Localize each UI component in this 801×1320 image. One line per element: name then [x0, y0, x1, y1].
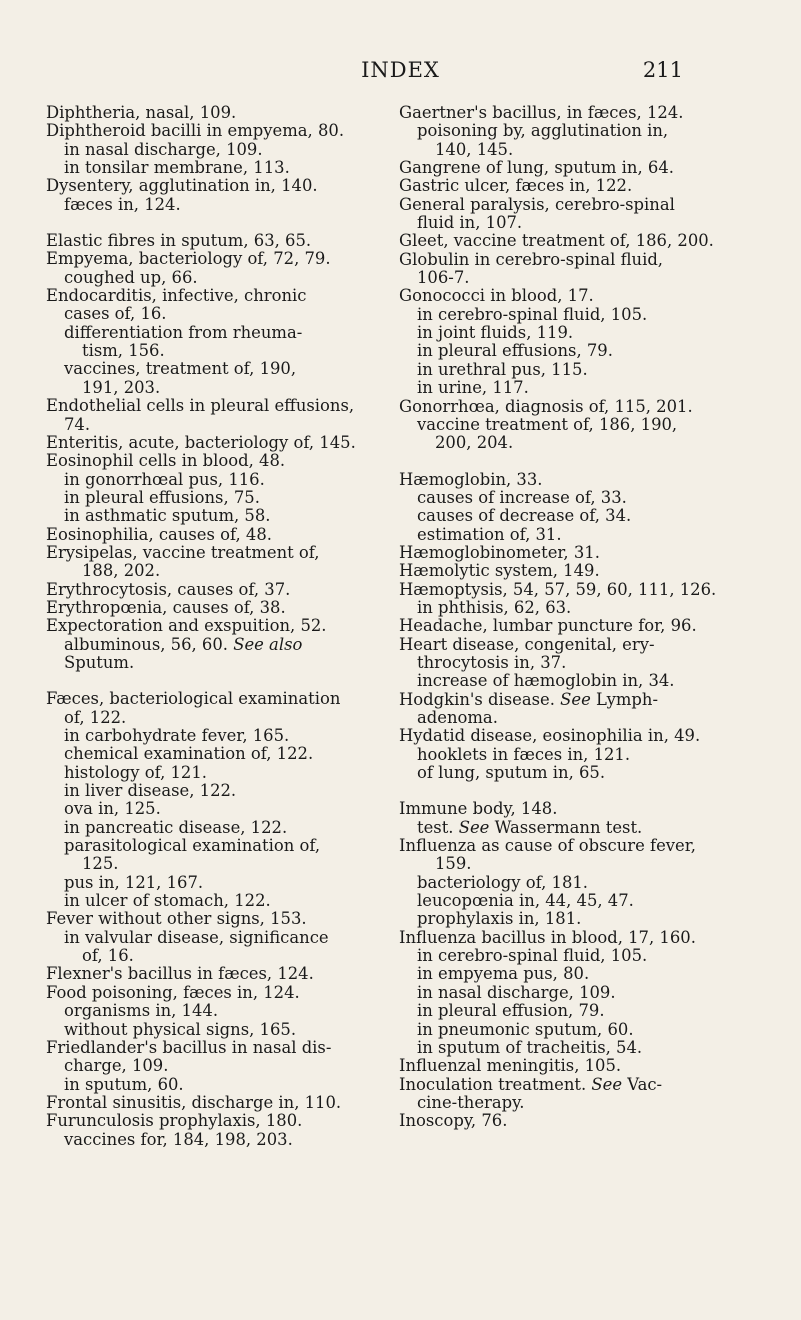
index-entry: Diphtheroid bacilli in empyema, 80. — [46, 121, 345, 141]
index-entry: Eosinophilia, causes of, 48. — [46, 524, 272, 544]
index-gap — [46, 672, 376, 690]
index-subentry: in urethral pus, 115. — [417, 359, 588, 379]
index-subentry: leucopœnia in, 44, 45, 47. — [417, 891, 634, 911]
index-subentry: vaccines for, 184, 198, 203. — [64, 1129, 293, 1149]
index-entry: Hæmoptysis, 54, 57, 59, 60, 111, 126. — [399, 579, 717, 599]
index-entry: Hydatid disease, eosinophilia in, 49. — [399, 726, 701, 746]
index-gap — [46, 214, 376, 232]
index-subentry: vaccines, treatment of, 190, — [64, 359, 297, 379]
index-subentry: histology of, 121. — [64, 762, 208, 782]
index-subentry: 125. — [82, 854, 119, 874]
index-subentry: adenoma. — [417, 708, 498, 727]
index-entry: Erythrocytosis, causes of, 37. — [46, 579, 291, 599]
index-subentry: charge, 109. — [64, 1056, 169, 1076]
index-entry: Inoculation treatment. See Vac- — [399, 1074, 663, 1094]
index-entry: Elastic fibres in sputum, 63, 65. — [46, 231, 312, 251]
index-entry: Eosinophil cells in blood, 48. — [46, 451, 286, 471]
index-subentry: causes of increase of, 33. — [417, 487, 627, 507]
index-subentry: 159. — [435, 854, 472, 874]
index-entry: Dysentery, agglutination in, 140. — [46, 176, 318, 196]
index-subentry: in nasal discharge, 109. — [417, 982, 616, 1002]
index-subentry: vaccine treatment of, 186, 190, — [417, 414, 678, 434]
index-subentry: in pleural effusion, 79. — [417, 1001, 605, 1021]
index-entry: Empyema, bacteriology of, 72, 79. — [46, 249, 331, 269]
index-subentry: cases of, 16. — [64, 304, 167, 324]
index-subentry: bacteriology of, 181. — [417, 872, 589, 892]
index-entry: Immune body, 148. — [399, 799, 558, 819]
index-subentry: albuminous, 56, 60. See also — [64, 634, 303, 654]
index-gap — [399, 453, 741, 471]
index-entry: Food poisoning, fæces in, 124. — [46, 982, 300, 1002]
index-subentry: 74. — [64, 414, 91, 434]
index-subentry: prophylaxis in, 181. — [417, 909, 582, 929]
index-entry: Inoscopy, 76. — [399, 1111, 508, 1131]
index-subentry: in nasal discharge, 109. — [64, 139, 263, 159]
index-subentry: hooklets in fæces in, 121. — [417, 744, 631, 764]
index-entry: Enteritis, acute, bacteriology of, 145. — [46, 432, 356, 452]
index-subentry: chemical examination of, 122. — [64, 744, 314, 764]
index-gap — [399, 782, 741, 800]
index-subentry: of, 122. — [64, 707, 127, 727]
index-entry: Gonorrhœa, diagnosis of, 115, 201. — [399, 396, 693, 416]
index-subentry: in asthmatic sputum, 58. — [64, 506, 271, 526]
index-subentry: in pancreatic disease, 122. — [64, 817, 288, 837]
index-column-right — [399, 104, 741, 1131]
index-subentry: Sputum. — [64, 652, 135, 672]
index-entry: Gangrene of lung, sputum in, 64. — [399, 158, 674, 178]
index-subentry: 140, 145. — [435, 139, 514, 159]
index-entry: Fever without other signs, 153. — [46, 909, 307, 929]
index-subentry: of lung, sputum in, 65. — [417, 763, 606, 783]
index-subentry: in gonorrhœal pus, 116. — [64, 469, 265, 489]
index-subentry: test. See Wassermann test. — [417, 817, 643, 837]
index-subentry: in cerebro-spinal fluid, 105. — [417, 946, 648, 966]
index-entry: Fæces, bacteriological examination — [46, 689, 341, 709]
index-entry: Endocarditis, infective, chronic — [46, 286, 307, 306]
index-subentry: in pleural effusions, 75. — [64, 487, 260, 507]
index-entry: Erysipelas, vaccine treatment of, — [46, 542, 320, 562]
index-subentry: in phthisis, 62, 63. — [417, 597, 572, 617]
index-entry: Frontal sinusitis, discharge in, 110. — [46, 1092, 342, 1112]
index-subentry: ova in, 125. — [64, 799, 161, 819]
index-subentry: fæces in, 124. — [64, 194, 181, 214]
index-subentry: without physical signs, 165. — [64, 1019, 297, 1039]
index-entry: Diphtheria, nasal, 109. — [46, 103, 237, 122]
page-number: 211 — [642, 58, 683, 82]
index-subentry: 191, 203. — [82, 377, 161, 397]
index-subentry: in pneumonic sputum, 60. — [417, 1019, 634, 1039]
index-subentry: cine-therapy. — [417, 1092, 525, 1112]
index-entry: Influenza as cause of obscure fever, — [399, 836, 696, 856]
index-entry: Influenza bacillus in blood, 17, 160. — [399, 927, 696, 947]
index-entry: Hæmolytic system, 149. — [399, 561, 600, 581]
page-header — [0, 58, 801, 98]
index-subentry: differentiation from rheuma- — [64, 322, 303, 342]
index-subentry: in empyema pus, 80. — [417, 964, 590, 984]
index-subentry: in cerebro-spinal fluid, 105. — [417, 304, 648, 324]
index-subentry: of, 16. — [82, 946, 134, 966]
index-subentry: causes of decrease of, 34. — [417, 506, 632, 526]
index-subentry: in sputum, 60. — [64, 1074, 184, 1094]
index-subentry: in valvular disease, significance — [64, 927, 329, 947]
index-entry: Furunculosis prophylaxis, 180. — [46, 1111, 303, 1131]
index-entry: Hæmoglobinometer, 31. — [399, 542, 600, 562]
index-entry: Headache, lumbar puncture for, 96. — [399, 616, 697, 636]
index-subentry: tism, 156. — [82, 341, 165, 361]
index-entry: Expectoration and exspuition, 52. — [46, 616, 327, 636]
index-subentry: organisms in, 144. — [64, 1001, 219, 1021]
index-entry: General paralysis, cerebro-spinal — [399, 194, 675, 214]
index-entry: Gleet, vaccine treatment of, 186, 200. — [399, 231, 714, 251]
index-entry: Flexner's bacillus in fæces, 124. — [46, 964, 314, 984]
index-subentry: in joint fluids, 119. — [417, 323, 574, 343]
index-subentry: 200, 204. — [435, 433, 514, 453]
index-subentry: in ulcer of stomach, 122. — [64, 891, 271, 911]
index-subentry: in urine, 117. — [417, 378, 529, 398]
index-entry: Influenzal meningitis, 105. — [399, 1056, 622, 1076]
index-entry: Hodgkin's disease. See Lymph- — [399, 689, 658, 709]
index-entry: Heart disease, congenital, ery- — [399, 634, 655, 654]
index-subentry: poisoning by, agglutination in, — [417, 121, 669, 141]
index-entry: Endothelial cells in pleural effusions, — [46, 396, 355, 416]
index-column-left — [46, 104, 376, 1149]
index-subentry: pus in, 121, 167. — [64, 872, 204, 892]
index-subentry: in tonsilar membrane, 113. — [64, 158, 290, 178]
index-entry: Gastric ulcer, fæces in, 122. — [399, 176, 633, 196]
index-subentry: coughed up, 66. — [64, 267, 198, 287]
index-entry: Friedlander's bacillus in nasal dis- — [46, 1037, 332, 1057]
index-subentry: 106-7. — [417, 268, 470, 288]
index-subentry: in sputum of tracheitis, 54. — [417, 1037, 643, 1057]
page-title: INDEX — [361, 58, 440, 82]
index-subentry: 188, 202. — [82, 561, 161, 581]
index-entry: Gaertner's bacillus, in fæces, 124. — [399, 103, 684, 122]
index-subentry: fluid in, 107. — [417, 213, 523, 233]
index-entry: Globulin in cerebro-spinal fluid, — [399, 249, 664, 269]
index-entry: Gonococci in blood, 17. — [399, 286, 594, 306]
index-subentry: in liver disease, 122. — [64, 781, 237, 801]
index-subentry: in carbohydrate fever, 165. — [64, 726, 290, 745]
index-entry: Erythropœnia, causes of, 38. — [46, 597, 286, 617]
index-subentry: increase of hæmoglobin in, 34. — [417, 671, 675, 691]
index-subentry: throcytosis in, 37. — [417, 652, 567, 672]
index-subentry: in pleural effusions, 79. — [417, 341, 613, 361]
index-subentry: estimation of, 31. — [417, 524, 562, 544]
index-subentry: parasitological examination of, — [64, 836, 321, 856]
index-entry: Hæmoglobin, 33. — [399, 469, 543, 489]
